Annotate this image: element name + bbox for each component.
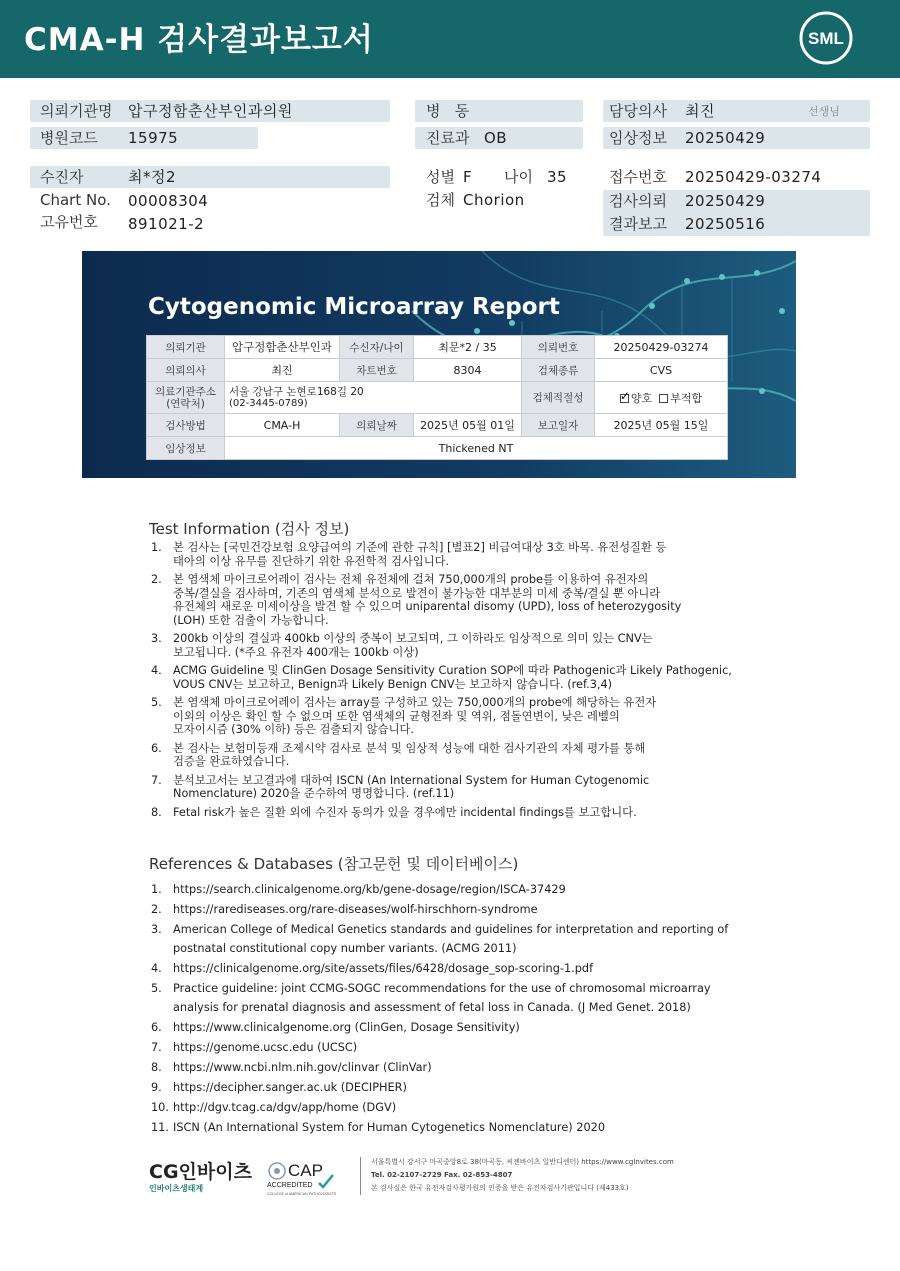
cell-method-label: 검사방법 xyxy=(147,414,225,437)
address-line-2: (02-3445-0789) xyxy=(229,397,308,409)
cell-institution: 압구정함춘산부인과 xyxy=(225,336,340,359)
cell-clinical-label: 임상정보 xyxy=(147,437,225,460)
list-item xyxy=(149,959,749,978)
list-item-line: 중복/결실을 검사하며, 기존의 염색체 분석으로 발견이 불가능한 대부분의 미세 중복/결실 뿐 아니라 xyxy=(173,586,661,600)
cma-report-banner xyxy=(82,251,796,478)
cell-adequacy xyxy=(595,382,728,414)
cell-method: CMA-H xyxy=(225,414,340,437)
list-item xyxy=(149,1078,749,1097)
inadequate-label: 부적합 xyxy=(670,391,703,405)
list-item xyxy=(149,806,749,820)
doctor-value: 최진 xyxy=(685,102,715,120)
adequate-label: 양호 xyxy=(630,391,653,405)
list-item-line: 분석보고서는 보고결과에 대하여 ISCN (An International System for Human Cytogenomic xyxy=(173,773,650,787)
patient-label: 수진자 xyxy=(40,168,84,186)
cell-specimen-type-label: 검체종류 xyxy=(522,359,595,382)
list-item-line: https://genome.ucsc.edu (UCSC) xyxy=(173,1041,358,1054)
cell-recipient-label: 수신자/나이 xyxy=(340,336,414,359)
banner-title: Cytogenomic Microarray Report xyxy=(148,294,560,320)
list-item-line: 200kb 이상의 결실과 400kb 이상의 중복이 보고되며, 그 이하라도 임상적으로 의미 있는 CNV는 xyxy=(173,632,653,645)
list-item xyxy=(149,541,749,568)
hospital-code-value: 15975 xyxy=(128,129,179,147)
list-item-line: 태아의 이상 유무를 진단하기 위한 유전학적 검사입니다. xyxy=(173,554,450,568)
footer-divider xyxy=(360,1157,361,1195)
list-item xyxy=(149,900,749,919)
list-item-line: ISCN (An International System for Human Cytogenetics Nomenclature) 2020 xyxy=(173,1121,606,1134)
list-item-line: ACMG Guideline 및 ClinGen Dosage Sensitivity Curation SOP에 따라 Pathogenic과 Likely Pathogenic, xyxy=(173,664,732,677)
list-item-number: 4. xyxy=(151,664,162,677)
list-item xyxy=(149,920,749,958)
list-item-number: 11. xyxy=(151,1121,169,1134)
cell-request-date-label: 의뢰날짜 xyxy=(340,414,414,437)
request-value: 20250429 xyxy=(685,192,766,210)
list-item xyxy=(149,880,749,899)
list-item-number: 1. xyxy=(151,541,162,554)
cell-institution-label: 의뢰기관 xyxy=(147,336,225,359)
list-item-number: 4. xyxy=(151,962,162,975)
clinical-value: 20250429 xyxy=(685,129,766,147)
list-item-line: 본 염색체 마이크로어레이 검사는 전체 유전체에 걸쳐 750,000개의 probe를 이용하여 유전자의 xyxy=(173,573,649,586)
report-header xyxy=(0,0,900,78)
cap-text: CAP xyxy=(288,1161,323,1180)
report-value: 20250516 xyxy=(685,215,766,233)
list-item-line: (LOH) 또한 검출이 가능합니다. xyxy=(173,613,329,627)
institution-label: 의뢰기관명 xyxy=(40,102,113,120)
list-item-number: 10. xyxy=(151,1101,169,1114)
footer-address: 서울특별시 강서구 마곡중앙8로 38(마곡동, 씨젠바이츠 일반디센터) https://www.cgInvites.com xyxy=(371,1158,674,1166)
list-item-line: Nomenclature) 2020을 준수하여 명명합니다. (ref.11) xyxy=(173,787,455,800)
list-item-line: 본 검사는 [국민건강보험 요양급여의 기준에 관한 규칙] [별표2] 비급여대상 3호 바목. 유전성질환 등 xyxy=(173,541,667,554)
list-item xyxy=(149,1038,749,1057)
list-item xyxy=(149,1118,749,1137)
cell-recipient: 최문*2 / 35 xyxy=(414,336,522,359)
cell-report-date-label: 보고일자 xyxy=(522,414,595,437)
uid-value: 891021-2 xyxy=(128,215,205,233)
cell-request-no-label: 의뢰번호 xyxy=(522,336,595,359)
list-item-line: Practice guideline: joint CCMG-SOGC recommendations for the use of chromosomal microarray xyxy=(173,982,711,995)
list-item-number: 2. xyxy=(151,903,162,916)
list-item-line: 유전체의 새로운 미세이상을 발견 할 수 있으며 uniparental disomy (UPD), loss of heterozygosity xyxy=(173,600,682,613)
list-item-line: https://www.ncbi.nlm.nih.gov/clinvar (ClinVar) xyxy=(173,1061,432,1074)
banner-row-4 xyxy=(147,414,728,437)
list-item xyxy=(149,573,749,627)
list-item-number: 8. xyxy=(151,805,162,819)
list-item-line: https://clinicalgenome.org/site/assets/files/6428/dosage_sop-scoring-1.pdf xyxy=(173,962,594,975)
list-item-number: 5. xyxy=(151,982,162,995)
cap-sub2: COLLEGE of AMERICAN PATHOLOGISTS xyxy=(267,1192,337,1196)
test-info-title: Test Information (검사 정보) xyxy=(149,520,350,538)
banner-row-2 xyxy=(147,359,728,382)
inadequate-checkbox xyxy=(659,394,668,403)
sml-logo-icon xyxy=(798,10,854,66)
institution-value: 압구정함춘산부인과의원 xyxy=(128,102,293,120)
cell-request-no: 20250429-03274 xyxy=(595,336,728,359)
receipt-value: 20250429-03274 xyxy=(685,168,822,186)
dept-label: 진료과 xyxy=(426,129,470,147)
age-value: 35 xyxy=(547,168,568,186)
request-label: 검사의뢰 xyxy=(609,192,667,210)
cell-address-label xyxy=(147,382,225,414)
cell-clinical: Thickened NT xyxy=(225,437,728,460)
list-item-line: VOUS CNV는 보고하고, Benign과 Likely Benign CNV는 보고하지 않습니다. (ref.3,4) xyxy=(173,677,613,691)
list-item-number: 9. xyxy=(151,1081,162,1094)
list-item-line: 본 염색체 마이크로어레이 검사는 array를 구성하고 있는 750,000개의 probe에 해당하는 유전자 xyxy=(173,696,657,709)
list-item-line: http://dgv.tcag.ca/dgv/app/home (DGV) xyxy=(173,1101,397,1114)
adequate-checkbox xyxy=(620,394,629,403)
list-item-line: Fetal risk가 높은 질환 외에 수진자 동의가 있을 경우에만 incidental findings를 보고합니다. xyxy=(173,805,637,819)
patient-value: 최*정2 xyxy=(128,168,177,186)
hospital-code-label: 병원코드 xyxy=(40,129,98,147)
doctor-label: 담당의사 xyxy=(609,102,667,120)
receipt-label: 접수번호 xyxy=(609,168,667,186)
banner-info-table xyxy=(146,335,728,460)
ward-label: 병 동 xyxy=(426,102,470,120)
address-label-2: (연락처) xyxy=(166,397,205,410)
list-item-line: 본 검사는 보험미등재 조제시약 검사로 분석 및 임상적 성능에 대한 검사기관의 자체 평가를 통해 xyxy=(173,741,646,755)
list-item-number: 8. xyxy=(151,1061,162,1074)
cell-doctor-label: 의뢰의사 xyxy=(147,359,225,382)
age-label: 나이 xyxy=(504,168,533,186)
list-item-line: https://www.clinicalgenome.org (ClinGen, Dosage Sensitivity) xyxy=(173,1021,520,1034)
list-item-number: 6. xyxy=(151,741,162,755)
specimen-value: Chorion xyxy=(463,191,525,209)
list-item-number: 6. xyxy=(151,1021,162,1034)
list-item-line: analysis for prenatal diagnosis and assessment of fetal loss in Canada. (J Med Genet. 2018) xyxy=(173,1001,691,1014)
report-title: CMA-H 검사결과보고서 xyxy=(24,22,374,58)
list-item-number: 2. xyxy=(151,573,162,586)
cap-accredited-icon xyxy=(267,1157,353,1197)
list-item xyxy=(149,696,749,737)
cell-adequacy-label: 검체적절성 xyxy=(522,382,595,414)
address-line-1: 서울 강남구 논현로168길 20 xyxy=(229,385,364,398)
footer xyxy=(149,1157,709,1197)
chart-value: 00008304 xyxy=(128,192,209,210)
list-item xyxy=(149,1018,749,1037)
pill-patient xyxy=(30,166,390,188)
list-item-number: 5. xyxy=(151,696,162,709)
list-item-number: 3. xyxy=(151,632,162,645)
address-label-1: 의료기관주소 xyxy=(155,385,216,398)
list-item xyxy=(149,1098,749,1117)
specimen-label: 검체 xyxy=(426,191,455,209)
cg-invites-logo: CG인바이츠 xyxy=(149,1161,252,1183)
sml-logo-text: SML xyxy=(808,29,844,48)
list-item-line: https://rarediseases.org/rare-diseases/wolf-hirschhorn-syndrome xyxy=(173,903,538,916)
banner-row-1 xyxy=(147,336,728,359)
list-item xyxy=(149,1058,749,1077)
list-item xyxy=(149,664,749,691)
list-item xyxy=(149,742,749,769)
sex-value: F xyxy=(463,168,473,186)
list-item-line: https://decipher.sanger.ac.uk (DECIPHER) xyxy=(173,1081,407,1094)
list-item xyxy=(149,774,749,801)
cell-specimen-type: CVS xyxy=(595,359,728,382)
references-title: References & Databases (참고문헌 및 데이터베이스) xyxy=(149,855,519,873)
chart-label: Chart No. xyxy=(40,191,111,209)
list-item xyxy=(149,979,749,1017)
report-label: 결과보고 xyxy=(609,215,667,233)
cg-invites-tagline: 인바이츠생태계 xyxy=(149,1184,204,1193)
doctor-suffix: 선생님 xyxy=(808,105,840,118)
uid-label: 고유번호 xyxy=(40,213,98,231)
cell-address xyxy=(225,382,522,414)
list-item-number: 7. xyxy=(151,773,162,787)
cell-chart-label: 차트번호 xyxy=(340,359,414,382)
list-item-number: 7. xyxy=(151,1041,162,1054)
test-info-list xyxy=(149,541,749,824)
cell-request-date: 2025년 05월 01일 xyxy=(414,414,522,437)
list-item-line: https://search.clinicalgenome.org/kb/gene-dosage/region/ISCA-37429 xyxy=(173,883,566,896)
banner-row-5 xyxy=(147,437,728,460)
banner-row-3 xyxy=(147,382,728,414)
list-item-line: 검증을 완료하였습니다. xyxy=(173,755,290,768)
list-item-line: American College of Medical Genetics standards and guidelines for interpretation and reporting of xyxy=(173,923,729,936)
list-item-line: 보고됩니다. (*주요 유전자 400개는 100kb 이상) xyxy=(173,645,419,659)
cell-doctor: 최진 xyxy=(225,359,340,382)
list-item-number: 3. xyxy=(151,923,162,936)
list-item-line: postnatal constitutional copy number variants. (ACMG 2011) xyxy=(173,942,517,955)
sex-label: 성별 xyxy=(426,168,455,186)
list-item-line: 모자이시즘 (30% 이하) 등은 검출되지 않습니다. xyxy=(173,723,414,736)
list-item-line: 이외의 이상은 확인 할 수 없으며 또한 염색체의 균형전좌 및 역위, 점돌연변이, 낮은 레벨의 xyxy=(173,709,620,723)
cell-chart: 8304 xyxy=(414,359,522,382)
clinical-label: 임상정보 xyxy=(609,129,667,147)
references-list xyxy=(149,880,749,1138)
list-item-number: 1. xyxy=(151,883,162,896)
cell-report-date: 2025년 05월 15일 xyxy=(595,414,728,437)
dept-value: OB xyxy=(484,129,508,147)
cap-sub: ACCREDITED xyxy=(267,1182,313,1189)
list-item xyxy=(149,632,749,659)
footer-phone: Tel. 02-2107-2729 Fax. 02-853-4807 xyxy=(371,1171,513,1179)
footer-certification: 본 검사실은 한국 유전자검사평가원의 인증을 받은 유전자검사기관입니다 (제433호) xyxy=(371,1184,629,1192)
